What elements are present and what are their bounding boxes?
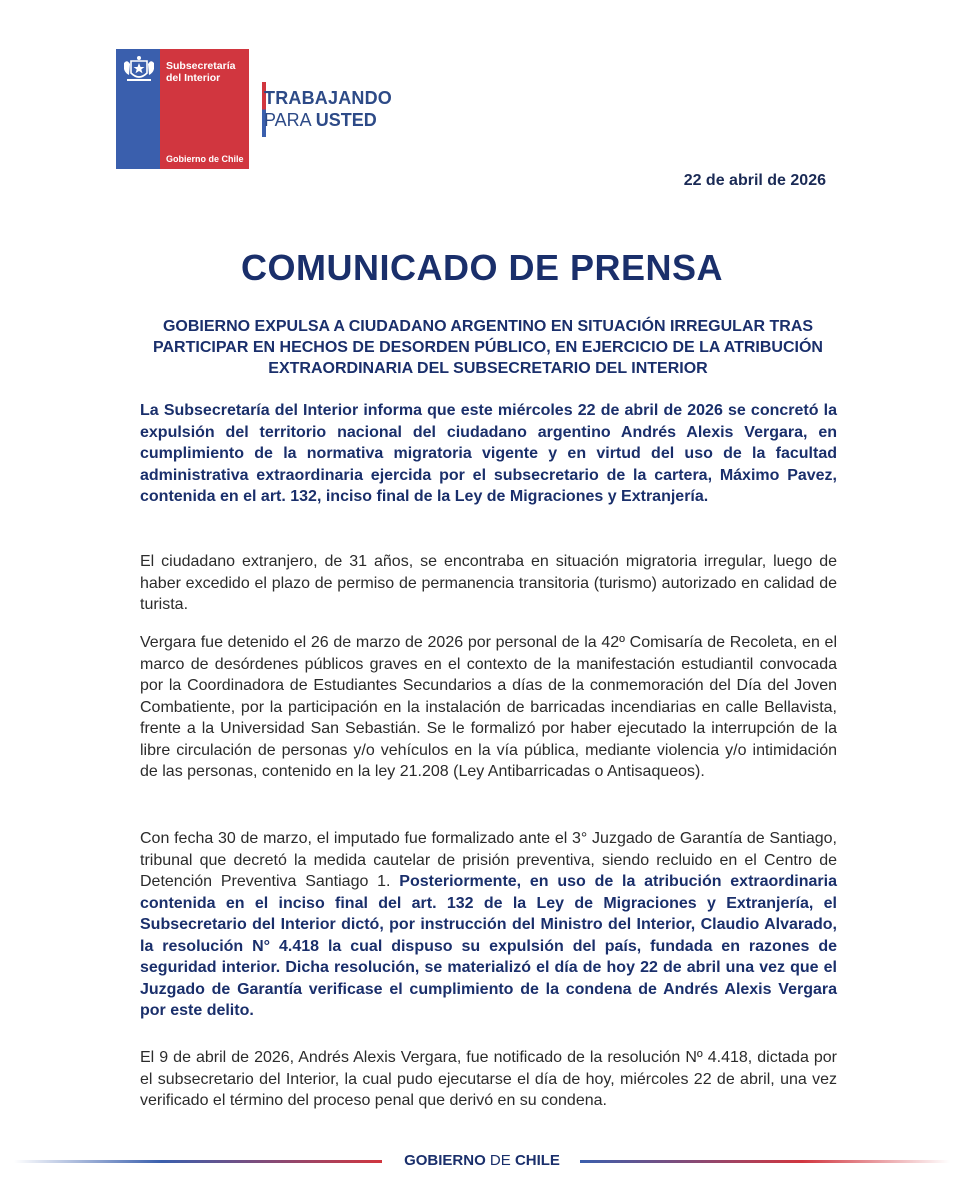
footer-suffix: CHILE bbox=[514, 1152, 560, 1169]
paragraph-5: El 9 de abril de 2026, Andrés Alexis Vergara, fue notificado de la resolución Nº 4.418, dictada por el subsecretario del Interior, la cual pudo ejecutarse el día de hoy, miércoles 22 de abril, una vez verificado el término del proceso penal que derivó en su condena. bbox=[140, 1049, 837, 1109]
footer-prefix: GOBIERNO bbox=[404, 1152, 486, 1169]
footer-brand bbox=[0, 1152, 964, 1169]
government-logo bbox=[116, 49, 249, 169]
logo-org-name bbox=[166, 60, 235, 84]
paragraph-2: El ciudadano extranjero, de 31 años, se encontraba en situación migratoria irregular, luego de haber excedido el plazo de permiso de permanencia transitoria (turismo) autorizado en calidad de turista. bbox=[140, 553, 837, 613]
paragraph-lead: La Subsecretaría del Interior informa que este miércoles 22 de abril de 2026 se concretó la expulsión del territorio nacional del ciudadano argentino Andrés Alexis Vergara, en cumplimiento de la normativa migratoria vigente y en virtud del uso de la facultad administrativa extraordinaria ejercida por el subsecretario de la cartera, Máximo Pavez, contenida en el art. 132, inciso final de la Ley de Migraciones y Extranjería. bbox=[140, 402, 837, 505]
coat-of-arms-icon bbox=[121, 55, 157, 85]
paragraph-4-regular: Con fecha 30 de marzo, el imputado fue formalizado ante el 3° Juzgado de Garantía de Santiago, tribunal que decretó la medida cautelar de prisión preventiva, siendo recluido en el Centro de Detención Preventiva Santiago 1. bbox=[140, 830, 837, 890]
slogan-line1: TRABAJANDO bbox=[264, 88, 392, 108]
slogan-line2 bbox=[264, 110, 377, 131]
logo-line1: Subsecretaría bbox=[166, 60, 236, 72]
paragraph-4-bold: Posteriormente, en uso de la atribución extraordinaria contenida en el inciso final del art. 132 de la Ley de Migraciones y Extranjería, el Subsecretario del Interior dictó, por instrucción del Ministro del Interior, Claudio Alvarado, la resolución N° 4.418 la cual dispuso su expulsión del país, fundada en razones de seguridad interior. Dicha resolución, se materializó el día de hoy 22 de abril una vez que el Juzgado de Garantía verificase el cumplimiento de la condena de Andrés Alexis Vergara por este delito. bbox=[140, 873, 837, 1019]
press-release-date: 22 de abril de 2026 bbox=[683, 172, 826, 189]
logo-footer: Gobierno de Chile bbox=[166, 154, 244, 164]
paragraph-4 bbox=[140, 828, 837, 1022]
page-title: COMUNICADO DE PRENSA bbox=[240, 247, 724, 288]
footer-middle: DE bbox=[489, 1152, 511, 1169]
headline: GOBIERNO EXPULSA A CIUDADANO ARGENTINO EN SITUACIÓN IRREGULAR TRAS PARTICIPAR EN HECHOS DE DESORDEN PÚBLICO, EN EJERCICIO DE LA ATRIBUCIÓN EXTRAORDINARIA DEL SUBSECRETARIO DEL INTERIOR bbox=[153, 318, 823, 377]
slogan-line2-prefix: PARA bbox=[264, 110, 311, 130]
paragraph-3: Vergara fue detenido el 26 de marzo de 2026 por personal de la 42º Comisaría de Recoleta, en el marco de desórdenes públicos graves en el contexto de la manifestación estudiantil convocada por la Coordinadora de Estudiantes Secundarios a días de la conmemoración del Día del Joven Combatiente, por la participación en la instalación de barricadas incendiarias en calle Bellavista, frente a la Universidad San Sebastián. Se le formalizó por haber ejecutado la interrupción de la libre circulación de personas y/o vehículos en la vía pública, mediante violencia y/o intimidación de las personas, contenido en la ley 21.208 (Ley Antibarricadas o Antisaqueos). bbox=[140, 634, 837, 780]
logo-red-panel bbox=[160, 49, 249, 169]
logo-line2: del Interior bbox=[166, 72, 221, 84]
slogan-line2-bold: USTED bbox=[315, 110, 377, 130]
